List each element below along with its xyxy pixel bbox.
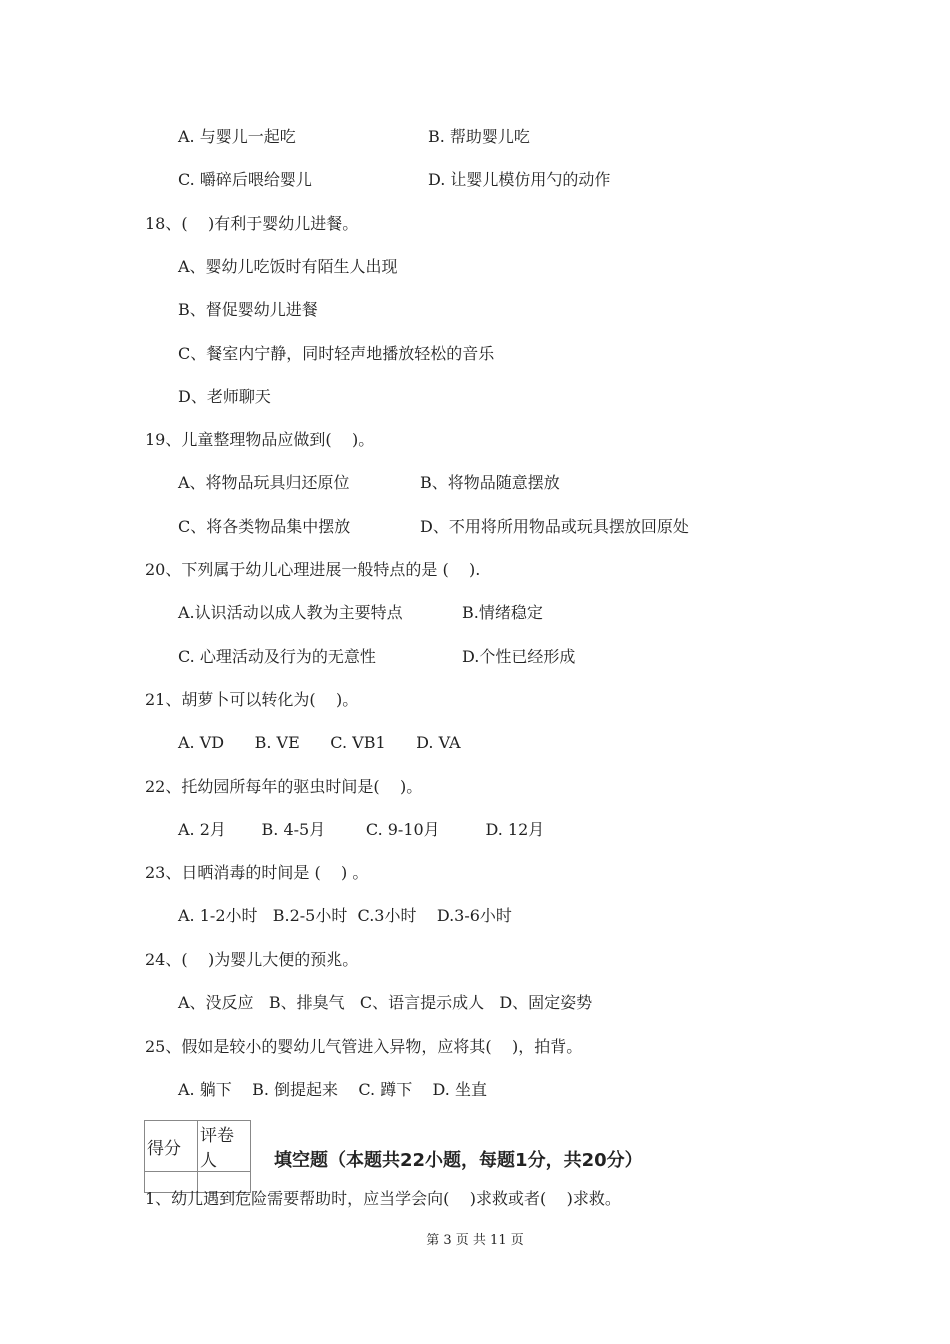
q18-option-d: D、老师聊天 — [178, 387, 271, 406]
page-footer: 第 3 页 共 11 页 — [426, 1233, 524, 1248]
q19-option-a: A、将物品玩具归还原位 — [178, 473, 350, 492]
q19-stem: 19、儿童整理物品应做到( )。 — [145, 430, 375, 449]
q18-stem: 18、( )有利于婴幼儿进餐。 — [145, 214, 359, 233]
q21-stem: 21、胡萝卜可以转化为( )。 — [145, 690, 359, 709]
fill-question-1: 1、幼儿遇到危险需要帮助时，应当学会向( )求救或者( )求救。 — [145, 1189, 621, 1208]
q20-option-c: C. 心理活动及行为的无意性 — [178, 647, 376, 666]
q24-options: A、没反应 B、排臭气 C、语言提示成人 D、固定姿势 — [178, 993, 593, 1012]
grader-header: 评卷人 — [198, 1121, 251, 1172]
q20-stem: 20、下列属于幼儿心理进展一般特点的是 ( ). — [145, 560, 481, 579]
q17-option-a: A. 与婴儿一起吃 — [178, 127, 296, 146]
q25-stem: 25、假如是较小的婴幼儿气管进入异物，应将其( )，拍背。 — [145, 1037, 583, 1056]
q25-options: A. 躺下 B. 倒提起来 C. 蹲下 D. 坐直 — [178, 1080, 487, 1099]
q17-option-b: B. 帮助婴儿吃 — [428, 127, 530, 146]
q24-stem: 24、( )为婴儿大便的预兆。 — [145, 950, 359, 969]
q23-stem: 23、日晒消毒的时间是 ( ) 。 — [145, 863, 369, 882]
q19-option-b: B、将物品随意摆放 — [420, 473, 560, 492]
q18-option-b: B、督促婴幼儿进餐 — [178, 300, 318, 319]
q20-option-a: A.认识活动以成人教为主要特点 — [178, 603, 403, 622]
q19-option-c: C、将各类物品集中摆放 — [178, 517, 351, 536]
q20-option-b: B.情绪稳定 — [462, 603, 543, 622]
q17-option-c: C. 嚼碎后喂给婴儿 — [178, 170, 312, 189]
score-header: 得分 — [145, 1121, 198, 1172]
q18-option-c: C、餐室内宁静，同时轻声地播放轻松的音乐 — [178, 344, 495, 363]
q23-options: A. 1-2小时 B.2-5小时 C.3小时 D.3-6小时 — [178, 906, 512, 925]
q20-option-d: D.个性已经形成 — [462, 647, 576, 666]
q19-option-d: D、不用将所用物品或玩具摆放回原处 — [420, 517, 689, 536]
q18-option-a: A、婴幼儿吃饭时有陌生人出现 — [178, 257, 398, 276]
q17-option-d: D. 让婴儿模仿用勺的动作 — [428, 170, 611, 189]
q22-options: A. 2月 B. 4-5月 C. 9-10月 D. 12月 — [178, 820, 545, 839]
q21-options: A. VD B. VE C. VB1 D. VA — [178, 733, 461, 752]
score-table — [144, 1120, 251, 1193]
q22-stem: 22、托幼园所每年的驱虫时间是( )。 — [145, 777, 423, 796]
section-title: 填空题（本题共22小题，每题1分，共20分） — [274, 1150, 643, 1171]
